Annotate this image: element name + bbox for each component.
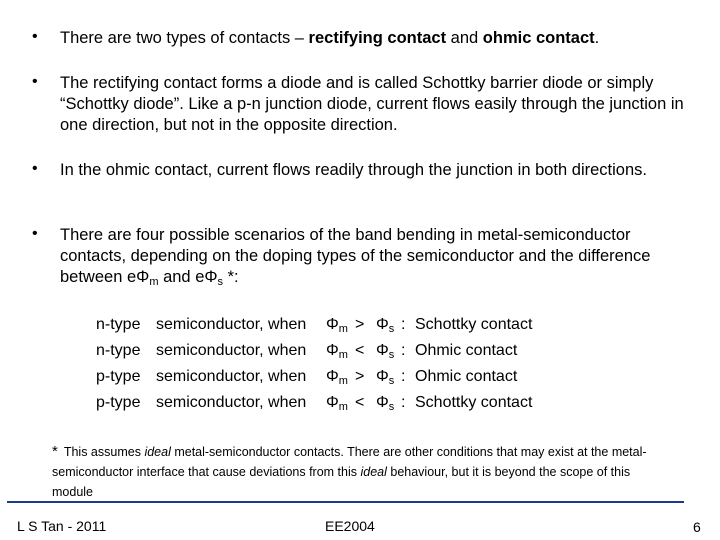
footnote: * This assumes ideal metal-semiconductor contacts. There are other conditions that may exist at the metal-semiconductor interface that cause deviations from this ideal behaviour, but it is beyond the scope of this module	[52, 443, 647, 499]
bullet-3	[0, 160, 720, 204]
bullet-1	[0, 28, 720, 52]
bullet-4-text: There are four possible scenarios of the band bending in metal-semiconductor contacts, depending on the doping types of the semiconductor and the difference between $e\Phi_m$ and $e\Phi_s$ *:	[60, 226, 651, 288]
footer-divider	[7, 501, 684, 503]
bullet-dot: •	[32, 28, 38, 45]
bullet-2	[0, 73, 720, 139]
footer-course-code: EE2004	[325, 518, 375, 534]
phi-symbol: Φ	[204, 268, 218, 286]
term-rectifying-contact: rectifying contact	[308, 29, 447, 47]
term-ohmic-contact: ohmic contact	[482, 29, 595, 47]
page-number: 6	[693, 519, 701, 535]
bullet-2-text: The rectifying contact forms a diode and is called Schottky barrier diode or simply “Schottky diode”. Like a p-n junction diode, current flows easily through the junction in one direction, but not in the opposite direction.	[60, 74, 684, 134]
footer-author: L S Tan - 2011	[17, 518, 107, 534]
bullet-4	[0, 225, 720, 291]
bullet-dot: •	[32, 160, 38, 177]
bullet-1-text: There are two types of contacts – rectifying contact and ohmic contact.	[60, 29, 600, 47]
footnote-star: *	[52, 443, 58, 460]
bullet-3-text: In the ohmic contact, current flows readily through the junction in both directions.	[60, 161, 647, 179]
bullet-dot: •	[32, 225, 38, 242]
bullet-dot: •	[32, 73, 38, 90]
phi-symbol: Φ	[136, 268, 150, 286]
